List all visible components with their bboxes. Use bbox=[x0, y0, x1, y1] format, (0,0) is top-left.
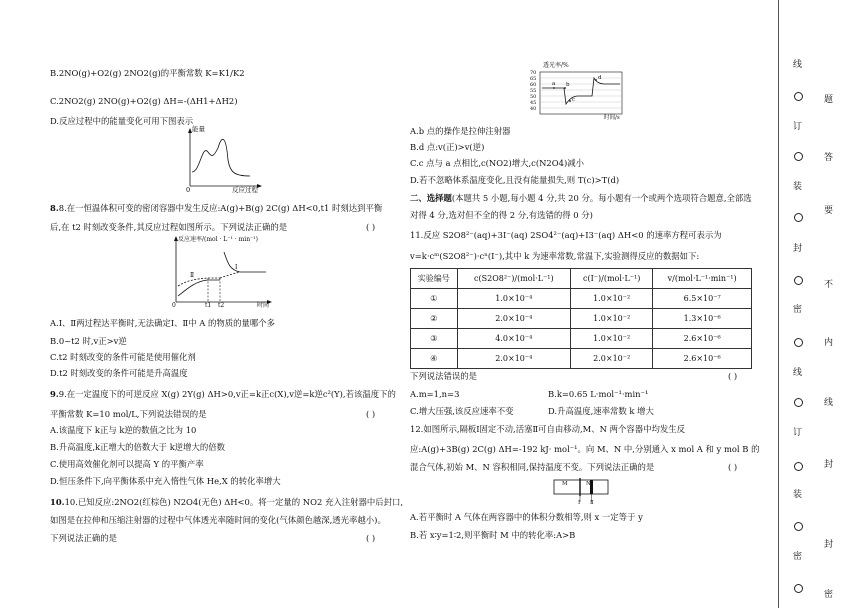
fig2-label-II: Ⅱ bbox=[190, 272, 195, 279]
q11-line1: 11.反应 S2O8²⁻(aq)+3I⁻(aq) 2SO4²⁻(aq)+I3⁻(aq) ΔH<0 的速率方程可表示为 bbox=[410, 230, 722, 240]
margin-char: 线 bbox=[824, 398, 834, 408]
table-header-row bbox=[411, 269, 752, 289]
margin-char: 内 bbox=[824, 338, 834, 348]
q10-option-c: C.c 点与 a 点相比,c(NO2)增大,c(N2O4)减小 bbox=[410, 158, 584, 168]
margin-char: 封 bbox=[824, 540, 834, 550]
margin-circle bbox=[794, 462, 803, 471]
table-cell: 6.5×10⁻⁷ bbox=[653, 289, 752, 309]
fig2-label-I: Ⅰ bbox=[235, 264, 238, 271]
margin-circle bbox=[794, 92, 803, 101]
margin-char: 不 bbox=[824, 280, 834, 290]
table-cell: 1.0×10⁻⁴ bbox=[457, 289, 571, 309]
q11-option-d: D.升高温度,速率常数 k 增大 bbox=[548, 406, 654, 416]
margin-char: 线 bbox=[793, 368, 803, 378]
q11-line2: v=k·cᵐ(S2O8²⁻)·cⁿ(I⁻),其中 k 为速率常数,常温下,实验测得反应的数据如下: bbox=[410, 251, 700, 261]
margin-circle bbox=[794, 152, 803, 161]
q11-option-c: C.增大压强,该反应速率不变 bbox=[410, 406, 514, 416]
q11-option-a: A.m=1,n=3 bbox=[410, 389, 460, 399]
fig4-M: M bbox=[562, 481, 568, 487]
table-header-cell: c(I⁻)/(mol·L⁻¹) bbox=[571, 269, 653, 289]
fig3-ticks: 70 65 60 55 50 45 40 bbox=[530, 70, 537, 112]
fig1-origin: 0 bbox=[186, 186, 191, 194]
table-cell: 2.0×10⁻² bbox=[571, 349, 653, 369]
fig2-ylabel: 反应速率/(mol · L⁻¹ · min⁻¹) bbox=[178, 236, 258, 243]
fig3-d: d bbox=[598, 75, 602, 81]
fig2-xlabel: 时间 bbox=[257, 302, 270, 309]
q10-line2: 如图是在拉伸和压缩注射器的过程中气体透光率随时间的变化(气体颜色越深,透光率越小)。 bbox=[50, 515, 386, 525]
binding-margin bbox=[778, 0, 860, 608]
table-cell: 4.0×10⁻⁴ bbox=[457, 329, 571, 349]
margin-char: 线 bbox=[793, 60, 803, 70]
q10-option-d: D.若不忽略体系温度变化,且没有能量损失,则 T(c)>T(d) bbox=[410, 175, 620, 185]
q8-option-b: B.0~t2 时,v正>v逆 bbox=[50, 336, 127, 346]
margin-char: 装 bbox=[793, 490, 803, 500]
q10-line1: 10.10.已知反应:2NO2(红棕色) N2O4(无色) ΔH<0。将一定量的 NO2 充入注射器中后封口, bbox=[50, 497, 404, 507]
q8-line1: 8.8.在一恒温体积可变的密闭容器中发生反应:A(g)+B(g) 2C(g) ΔH<0,t1 时刻达到平衡 bbox=[50, 203, 383, 213]
fig4-I: Ⅰ bbox=[578, 500, 581, 506]
fig2-t1: t1 bbox=[205, 302, 212, 309]
q7-option-b: B.2NO(g)+O2(g) 2NO2(g)的平衡常数 K=K1/K2 bbox=[50, 68, 245, 78]
q9-option-c: C.使用高效催化剂可以提高 Y 的平衡产率 bbox=[50, 459, 204, 469]
fig3-c: c bbox=[572, 97, 576, 103]
fig1-ylabel: 能量 bbox=[192, 125, 205, 133]
table-cell: 1.0×10⁻² bbox=[571, 329, 653, 349]
table-header-cell: c(S2O8²⁻)/(mol·L⁻¹) bbox=[457, 269, 571, 289]
q8-line2: 后,在 t2 时刻改变条件,其反应过程如图所示。下列说法正确的是 bbox=[50, 222, 288, 232]
margin-circle bbox=[794, 276, 803, 285]
fig1-xlabel: 反应过程 bbox=[232, 186, 258, 194]
margin-circle bbox=[794, 522, 803, 531]
margin-char: 要 bbox=[824, 206, 834, 216]
q10-answer-paren: ( ) bbox=[366, 533, 376, 543]
q12-answer-paren: ( ) bbox=[728, 462, 738, 472]
table-cell: 2.0×10⁻⁴ bbox=[457, 309, 571, 329]
q12-option-a: A.若平衡时 A 气体在两容器中的体积分数相等,则 x 一定等于 y bbox=[410, 512, 643, 522]
fig3-xlabel: 时间/s bbox=[604, 115, 620, 121]
container-diagram bbox=[552, 478, 612, 508]
q12-line3: 混合气体,初始 M、N 容积相同,保持温度不变。下列说法正确的是 bbox=[410, 462, 655, 472]
margin-char: 题 bbox=[824, 95, 834, 105]
fig2-origin: 0 bbox=[172, 302, 176, 309]
table-row bbox=[411, 349, 752, 369]
margin-char: 装 bbox=[793, 182, 803, 192]
table-row bbox=[411, 329, 752, 349]
table-row bbox=[411, 289, 752, 309]
section2-line2: 对得 4 分,选对但不全的得 2 分,有选错的得 0 分) bbox=[410, 210, 593, 220]
margin-circle bbox=[794, 398, 803, 407]
table-header-cell: 实验编号 bbox=[411, 269, 458, 289]
q7-option-c: C.2NO2(g) 2NO(g)+O2(g) ΔH=-(ΔH1+ΔH2) bbox=[50, 96, 238, 106]
table-cell: ② bbox=[411, 309, 458, 329]
fig4-II: Ⅱ bbox=[590, 500, 594, 506]
fig2-t2: t2 bbox=[218, 302, 225, 309]
table-row bbox=[411, 309, 752, 329]
margin-char: 订 bbox=[793, 122, 803, 132]
q9-option-b: B.升高温度,k正增大的倍数大于 k逆增大的倍数 bbox=[50, 442, 226, 452]
margin-char: 密 bbox=[793, 305, 803, 315]
table-cell: ④ bbox=[411, 349, 458, 369]
fig4-N: N bbox=[586, 481, 591, 487]
margin-char: 订 bbox=[793, 428, 803, 438]
q9-answer-paren: ( ) bbox=[366, 409, 376, 419]
margin-char: 封 bbox=[793, 244, 803, 254]
rate-time-diagram bbox=[168, 236, 276, 312]
q8-option-a: A.Ⅰ、Ⅱ两过程达平衡时,无法确定Ⅰ、Ⅱ中 A 的物质的量哪个多 bbox=[50, 318, 275, 328]
fig3-a: a bbox=[552, 81, 556, 87]
q11-option-b: B.k=0.65 L·mol⁻¹·min⁻¹ bbox=[548, 389, 649, 399]
q11-stem: 下列说法错误的是 bbox=[410, 371, 477, 381]
table-cell: ① bbox=[411, 289, 458, 309]
table-cell: 1.0×10⁻² bbox=[571, 309, 653, 329]
table-cell: ③ bbox=[411, 329, 458, 349]
margin-char: 密 bbox=[824, 590, 834, 600]
margin-char: 答 bbox=[824, 153, 834, 163]
margin-circle bbox=[794, 213, 803, 222]
q7-option-d: D.反应过程中的能量变化可用下图表示 bbox=[50, 116, 194, 126]
fig3-ylabel: 透光率/% bbox=[543, 62, 569, 69]
q10-line3: 下列说法正确的是 bbox=[50, 533, 117, 543]
q10-option-b: B.d 点:v(正)>v(逆) bbox=[410, 142, 485, 152]
table-cell: 2.6×10⁻⁶ bbox=[653, 349, 752, 369]
q12-line2: 应:A(g)+3B(g) 2C(g) ΔH=-192 kJ· mol⁻¹。向 M、N 中,分别通入 x mol A 和 y mol B 的 bbox=[410, 444, 760, 454]
table-cell: 2.6×10⁻⁶ bbox=[653, 329, 752, 349]
q10-option-a: A.b 点的操作是拉伸注射器 bbox=[410, 126, 511, 136]
rate-data-table bbox=[410, 268, 752, 369]
table-cell: 1.3×10⁻⁶ bbox=[653, 309, 752, 329]
table-cell: 2.0×10⁻⁴ bbox=[457, 349, 571, 369]
q9-line2: 平衡常数 K=10 mol/L,下列说法错误的是 bbox=[50, 409, 207, 419]
q9-line1: 9.9.在一定温度下的可逆反应 X(g) 2Y(g) ΔH>0,v正=k正c(X),v逆=k逆c²(Y),若该温度下的 bbox=[50, 389, 396, 399]
q12-line1: 12.如图所示,隔板Ⅰ固定不动,活塞Ⅱ可自由移动,M、N 两个容器中均发生反 bbox=[410, 424, 685, 434]
q8-answer-paren: ( ) bbox=[366, 222, 376, 232]
margin-char: 封 bbox=[824, 460, 834, 470]
section2-line1: 二、选择题(本题共 5 小题,每小题 4 分,共 20 分。每小题有一个或两个选项符合题意,全部选 bbox=[410, 193, 752, 203]
q9-option-d: D.恒压条件下,向平衡体系中充入惰性气体 He,X 的转化率增大 bbox=[50, 476, 281, 486]
transmittance-diagram bbox=[530, 68, 628, 118]
margin-circle bbox=[794, 584, 803, 593]
q8-option-d: D.t2 时刻改变的条件可能是升高温度 bbox=[50, 368, 188, 378]
margin-char: 密 bbox=[793, 552, 803, 562]
q11-answer-paren: ( ) bbox=[728, 371, 738, 381]
q12-option-b: B.若 x∶y=1∶2,则平衡时 M 中的转化率:A>B bbox=[410, 530, 576, 540]
margin-circle bbox=[794, 338, 803, 347]
fig3-b: b bbox=[566, 82, 570, 88]
table-cell: 1.0×10⁻² bbox=[571, 289, 653, 309]
q9-option-a: A.该温度下 k正与 k逆的数值之比为 10 bbox=[50, 425, 197, 435]
q8-option-c: C.t2 时刻改变的条件可能是使用催化剂 bbox=[50, 352, 196, 362]
table-header-cell: v/(mol·L⁻¹·min⁻¹) bbox=[653, 269, 752, 289]
